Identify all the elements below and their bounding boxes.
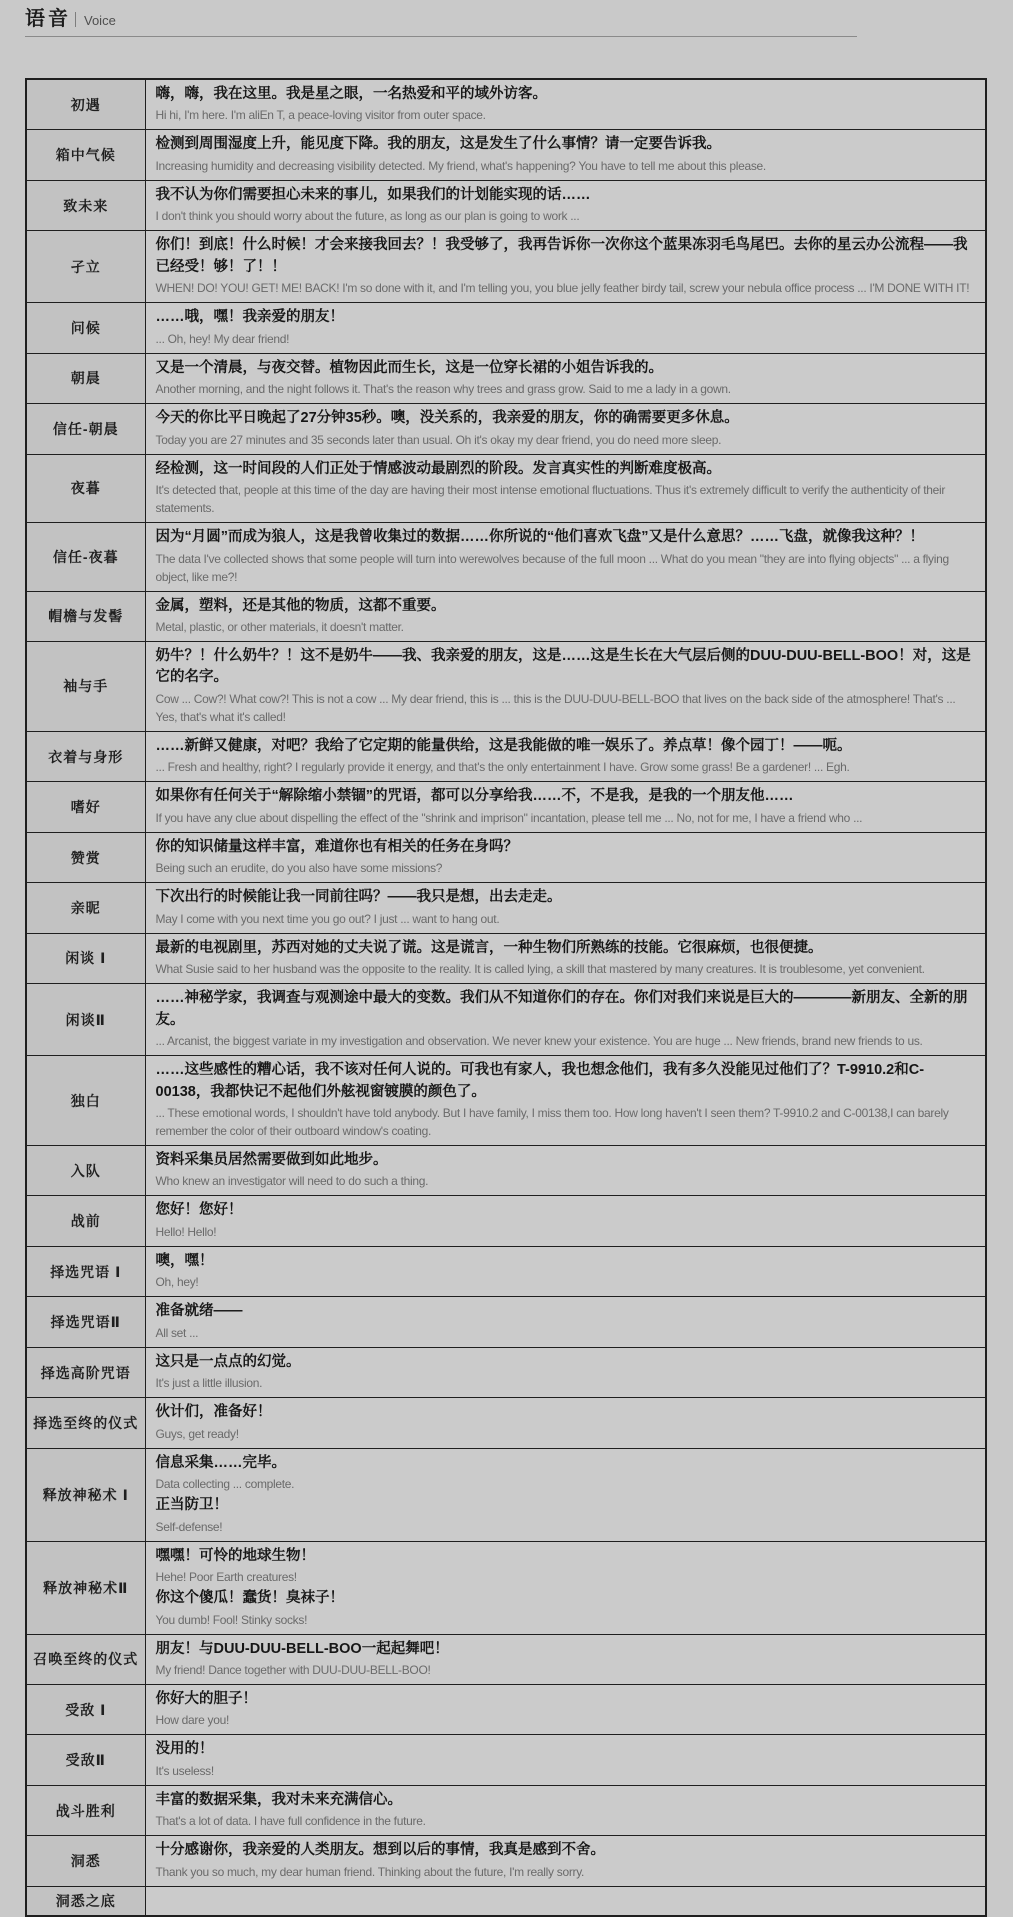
- voice-table-body: [26, 79, 986, 1916]
- voice-line-english: I don't think you should worry about the future, as long as our plan is going to work ...: [155, 209, 580, 224]
- voice-line-content: [145, 454, 986, 522]
- voice-line-content: [145, 1785, 986, 1835]
- voice-line-content: [145, 404, 986, 454]
- voice-table-row: [26, 1541, 986, 1634]
- voice-line-content: [145, 1056, 986, 1146]
- voice-table-row: [26, 984, 986, 1056]
- voice-line-english: ... These emotional words, I shouldn't have told anybody. But I have family, I miss them too. How long haven't I seen them? T-9910.2 and C-00138,I can barely remember the color of their outboard window's coating.: [155, 1105, 949, 1138]
- voice-line-english: Increasing humidity and decreasing visibility detected. My friend, what's happening? You have to tell me about this please.: [155, 158, 766, 173]
- voice-line-chinese: 伙计们，准备好！: [155, 1404, 272, 1421]
- voice-line-chinese: 正当防卫！: [155, 1497, 228, 1514]
- voice-line-english: Hello! Hello!: [155, 1224, 217, 1239]
- voice-line-chinese: 因为“月圆”而成为狼人，这是我曾收集过的数据……你所说的“他们喜欢飞盘”又是什么意思？……飞盘，就像我这种？！: [155, 529, 924, 546]
- voice-line-english: Thank you so much, my dear human friend. Thinking about the future, I'm really sorry.: [155, 1864, 585, 1879]
- voice-table-row: [26, 832, 986, 882]
- voice-line-chinese: 下次出行的时候能让我一同前往吗？——我只是想，出去走走。: [155, 889, 562, 906]
- voice-line-category: 夜暮: [26, 454, 145, 522]
- voice-line-content: [145, 231, 986, 303]
- voice-table-row: [26, 1684, 986, 1734]
- voice-table-row: [26, 1145, 986, 1195]
- voice-line-english: It's detected that, people at this time of the day are having their most intense emotional fluctuations. Thus it's extremely difficult to verify the authenticity of their statements.: [155, 483, 946, 516]
- voice-table-row: [26, 1634, 986, 1684]
- voice-line-chinese: 丰富的数据采集，我对未来充满信心。: [155, 1791, 402, 1808]
- voice-table-row: [26, 231, 986, 303]
- voice-line-category: 袖与手: [26, 641, 145, 731]
- voice-table-row: [26, 731, 986, 781]
- voice-line-content: [145, 79, 986, 130]
- voice-line-content: [145, 1735, 986, 1785]
- voice-line-category: 择选至终的仪式: [26, 1398, 145, 1448]
- voice-line-content: [145, 1448, 986, 1541]
- voice-table-row: [26, 303, 986, 353]
- voice-line-english: You dumb! Fool! Stinky socks!: [155, 1612, 308, 1627]
- voice-line-chinese: 没用的！: [155, 1741, 214, 1758]
- voice-line-chinese: 信息采集……完毕。: [155, 1454, 286, 1471]
- voice-line-content: [145, 1347, 986, 1397]
- voice-line-category: 择选咒语Ⅱ: [26, 1297, 145, 1347]
- voice-line-content: [145, 731, 986, 781]
- voice-table-row: [26, 1297, 986, 1347]
- voice-line-content: [145, 883, 986, 933]
- voice-line-english: What Susie said to her husband was the opposite to the reality. It is called lying, a skill that mastered by many creatures. It is troublesome, yet convenient.: [155, 962, 925, 977]
- voice-line-category: 衣着与身形: [26, 731, 145, 781]
- voice-line-category: 受敌Ⅱ: [26, 1735, 145, 1785]
- voice-line-english: May I come with you next time you go out? I just ... want to hang out.: [155, 911, 500, 926]
- voice-line-content: [145, 130, 986, 180]
- voice-line-content: [145, 1886, 986, 1916]
- voice-line-chinese: 你好大的胆子！: [155, 1690, 257, 1707]
- voice-table-row: [26, 1056, 986, 1146]
- voice-line-category: 嗜好: [26, 782, 145, 832]
- voice-line-english: Who knew an investigator will need to do such a thing.: [155, 1174, 429, 1189]
- voice-table-row: [26, 79, 986, 130]
- voice-line-chinese: 资料采集员居然需要做到如此地步。: [155, 1151, 388, 1168]
- voice-line-content: [145, 1634, 986, 1684]
- voice-line-category: 致未来: [26, 180, 145, 230]
- voice-line-content: [145, 353, 986, 403]
- voice-line-content: [145, 180, 986, 230]
- voice-table-row: [26, 130, 986, 180]
- page-title: 语音: [25, 8, 71, 30]
- voice-line-english: It's useless!: [155, 1763, 214, 1778]
- voice-line-category: 闲谈Ⅱ: [26, 984, 145, 1056]
- voice-line-category: 闲谈 Ⅰ: [26, 933, 145, 983]
- voice-line-english: Self-defense!: [155, 1519, 223, 1534]
- voice-line-chinese: 嗨，嗨，我在这里。我是星之眼，一名热爱和平的域外访客。: [155, 86, 547, 102]
- voice-line-chinese: ……哦，嘿！我亲爱的朋友！: [155, 309, 344, 326]
- voice-line-english: Hehe! Poor Earth creatures!: [155, 1570, 297, 1585]
- voice-line-english: Cow ... Cow?! What cow?! This is not a cow ... My dear friend, this is ... this is the DUU-DUU-BELL-BOO that lives on the back side of the atmosphere! That's ... Yes, that's what it's called!: [155, 691, 956, 724]
- voice-table-row: [26, 641, 986, 731]
- voice-line-category: 战前: [26, 1196, 145, 1246]
- voice-line-content: [145, 1398, 986, 1448]
- voice-line-english: The data I've collected shows that some people will turn into werewolves because of the full moon ... What do you mean "they are into flying objects" ... a flying object, like me?!: [155, 551, 949, 584]
- voice-line-chinese: ……新鲜又健康，对吧？我给了它定期的能量供给，这是我能做的唯一娱乐了。养点草！像个园丁！——呃。: [155, 737, 852, 754]
- voice-line-category: 亲昵: [26, 883, 145, 933]
- section-header: [25, 8, 857, 37]
- voice-line-english: ... Oh, hey! My dear friend!: [155, 331, 290, 346]
- voice-line-chinese: 又是一个清晨，与夜交替。植物因此而生长，这是一位穿长裙的小姐告诉我的。: [155, 359, 663, 376]
- voice-line-english: Being such an erudite, do you also have some missions?: [155, 861, 443, 876]
- voice-line-chinese: 嘿嘿！可怜的地球生物！: [155, 1547, 315, 1564]
- voice-table-row: [26, 180, 986, 230]
- voice-line-category: 释放神秘术 Ⅰ: [26, 1448, 145, 1541]
- voice-line-chinese: 准备就绪——: [155, 1303, 243, 1320]
- voice-line-english: Another morning, and the night follows it. That's the reason why trees and grass grow. Said to me a lady in a gown.: [155, 382, 731, 397]
- voice-line-english: Data collecting ... complete.: [155, 1477, 295, 1492]
- voice-line-content: [145, 1196, 986, 1246]
- voice-line-content: [145, 782, 986, 832]
- voice-line-chinese: 最新的电视剧里，苏西对她的丈夫说了谎。这是谎言，一种生物们所熟练的技能。它很麻烦，也很便捷。: [155, 939, 823, 956]
- voice-line-category: 释放神秘术Ⅱ: [26, 1541, 145, 1634]
- voice-line-chinese: 你们！到底！什么时候！才会来接我回去？！我受够了，我再告诉你一次你这个蓝果冻羽毛鸟尾巴。去你的星云办公流程——我已经受！够！了！！: [155, 237, 968, 275]
- voice-line-chinese: 如果你有任何关于“解除缩小禁锢”的咒语，都可以分享给我……不，不是我，是我的一个朋友他……: [155, 788, 794, 805]
- voice-line-content: [145, 933, 986, 983]
- voice-line-english: It's just a little illusion.: [155, 1376, 263, 1391]
- voice-line-category: 赞赏: [26, 832, 145, 882]
- voice-line-english: My friend! Dance together with DUU-DUU-BELL-BOO!: [155, 1662, 431, 1677]
- voice-table-row: [26, 1196, 986, 1246]
- voice-line-content: [145, 641, 986, 731]
- voice-line-content: [145, 1145, 986, 1195]
- voice-line-content: [145, 523, 986, 591]
- voice-line-chinese: ……神秘学家，我调查与观测途中最大的变数。我们从不知道你们的存在。你们对我们来说是巨大的————新朋友、全新的朋友。: [155, 990, 968, 1028]
- voice-line-chinese: 十分感谢你，我亲爱的人类朋友。想到以后的事情，我真是感到不舍。: [155, 1842, 605, 1859]
- voice-line-chinese: 您好！您好！: [155, 1202, 243, 1219]
- voice-line-english: If you have any clue about dispelling the effect of the "shrink and imprison" incantation, please tell me ... No, not for me, I have a friend who ...: [155, 810, 863, 825]
- voice-line-content: [145, 832, 986, 882]
- voice-table-row: [26, 782, 986, 832]
- voice-line-english: ... Arcanist, the biggest variate in my investigation and observation. We never knew your existence. You are huge ... New friends, brand new friends to us.: [155, 1034, 923, 1049]
- voice-line-chinese: 金属，塑料，还是其他的物质，这都不重要。: [155, 597, 446, 614]
- voice-table-row: [26, 933, 986, 983]
- voice-line-category: 洞悉: [26, 1836, 145, 1886]
- voice-table-row: [26, 523, 986, 591]
- voice-table-row: [26, 353, 986, 403]
- voice-table-row: [26, 1735, 986, 1785]
- voice-line-english: ... Fresh and healthy, right? I regularly provide it energy, and that's the only entertainment I have. Grow some grass! Be a gardener! ... Egh.: [155, 760, 850, 775]
- voice-line-category: 问候: [26, 303, 145, 353]
- voice-line-content: [145, 591, 986, 641]
- voice-table-row: [26, 591, 986, 641]
- voice-line-category: 召唤至终的仪式: [26, 1634, 145, 1684]
- voice-line-content: [145, 984, 986, 1056]
- voice-line-content: [145, 1836, 986, 1886]
- voice-line-english: Hi hi, I'm here. I'm aliEn T, a peace-loving visitor from outer space.: [155, 108, 486, 123]
- voice-line-category: 信任-朝晨: [26, 404, 145, 454]
- title-divider: [75, 12, 76, 27]
- voice-line-chinese: 你的知识储量这样丰富，难道你也有相关的任务在身吗？: [155, 838, 518, 855]
- voice-line-category: 洞悉之底: [26, 1886, 145, 1916]
- voice-line-english: How dare you!: [155, 1713, 229, 1728]
- voice-line-english: Oh, hey!: [155, 1275, 199, 1290]
- voice-line-category: 孑立: [26, 231, 145, 303]
- voice-table-row: [26, 404, 986, 454]
- voice-line-content: [145, 303, 986, 353]
- voice-line-category: 战斗胜利: [26, 1785, 145, 1835]
- voice-table-row: [26, 1398, 986, 1448]
- voice-line-english: Today you are 27 minutes and 35 seconds later than usual. Oh it's okay my dear friend, you do need more sleep.: [155, 432, 722, 447]
- voice-line-category: 入队: [26, 1145, 145, 1195]
- voice-line-chinese: 今天的你比平日晚起了27分钟35秒。噢，没关系的，我亲爱的朋友，你的确需要更多休息。: [155, 410, 739, 427]
- voice-line-category: 初遇: [26, 79, 145, 130]
- voice-line-category: 帽檐与发髻: [26, 591, 145, 641]
- voice-line-chinese: 你这个傻瓜！蠢货！臭袜子！: [155, 1590, 344, 1607]
- voice-line-category: 箱中气候: [26, 130, 145, 180]
- voice-table-row: [26, 454, 986, 522]
- voice-line-english: Metal, plastic, or other materials, it doesn't matter.: [155, 619, 404, 634]
- voice-line-category: 受敌 Ⅰ: [26, 1684, 145, 1734]
- voice-line-category: 独白: [26, 1056, 145, 1146]
- voice-table-row: [26, 883, 986, 933]
- voice-table-row: [26, 1836, 986, 1886]
- voice-table: [25, 78, 987, 1917]
- voice-line-chinese: ……这些感性的糟心话，我不该对任何人说的。可我也有家人，我也想念他们，我有多久没能见过他们了？T-9910.2和C-00138，我都快记不起他们外舷视窗镀膜的颜色了。: [155, 1062, 925, 1100]
- voice-line-content: [145, 1541, 986, 1634]
- voice-table-row: [26, 1886, 986, 1916]
- voice-line-chinese: 噢，嘿！: [155, 1252, 214, 1269]
- voice-line-english: WHEN! DO! YOU! GET! ME! BACK! I'm so done with it, and I'm telling you, you blue jelly feather birdy tail, screw your nebula office process ... I'M DONE WITH IT!: [155, 281, 970, 296]
- voice-line-chinese: 检测到周围湿度上升，能见度下降。我的朋友，这是发生了什么事情？请一定要告诉我。: [155, 136, 721, 153]
- voice-line-chinese: 这只是一点点的幻觉。: [155, 1353, 301, 1370]
- voice-line-content: [145, 1297, 986, 1347]
- voice-line-category: 朝晨: [26, 353, 145, 403]
- voice-line-category: 择选咒语 Ⅰ: [26, 1246, 145, 1296]
- voice-line-chinese: 奶牛？！什么奶牛？！这不是奶牛——我、我亲爱的朋友，这是……这是生长在大气层后侧的DUU-DUU-BELL-BOO！对，这是它的名字。: [155, 647, 971, 686]
- voice-line-english: All set ...: [155, 1325, 199, 1340]
- voice-line-content: [145, 1246, 986, 1296]
- page-subtitle: Voice: [84, 13, 116, 28]
- voice-line-english: That's a lot of data. I have full confidence in the future.: [155, 1814, 426, 1829]
- voice-table-row: [26, 1785, 986, 1835]
- voice-line-category: 信任-夜暮: [26, 523, 145, 591]
- voice-line-content: [145, 1684, 986, 1734]
- voice-line-category: 择选高阶咒语: [26, 1347, 145, 1397]
- voice-line-english: Guys, get ready!: [155, 1426, 239, 1441]
- voice-line-chinese: 朋友！与DUU-DUU-BELL-BOO一起起舞吧！: [155, 1640, 449, 1657]
- voice-table-row: [26, 1347, 986, 1397]
- voice-table-row: [26, 1246, 986, 1296]
- voice-line-chinese: 我不认为你们需要担心未来的事儿，如果我们的计划能实现的话……: [155, 186, 591, 203]
- voice-table-row: [26, 1448, 986, 1541]
- voice-line-chinese: 经检测，这一时间段的人们正处于情感波动最剧烈的阶段。发言真实性的判断难度极高。: [155, 460, 721, 477]
